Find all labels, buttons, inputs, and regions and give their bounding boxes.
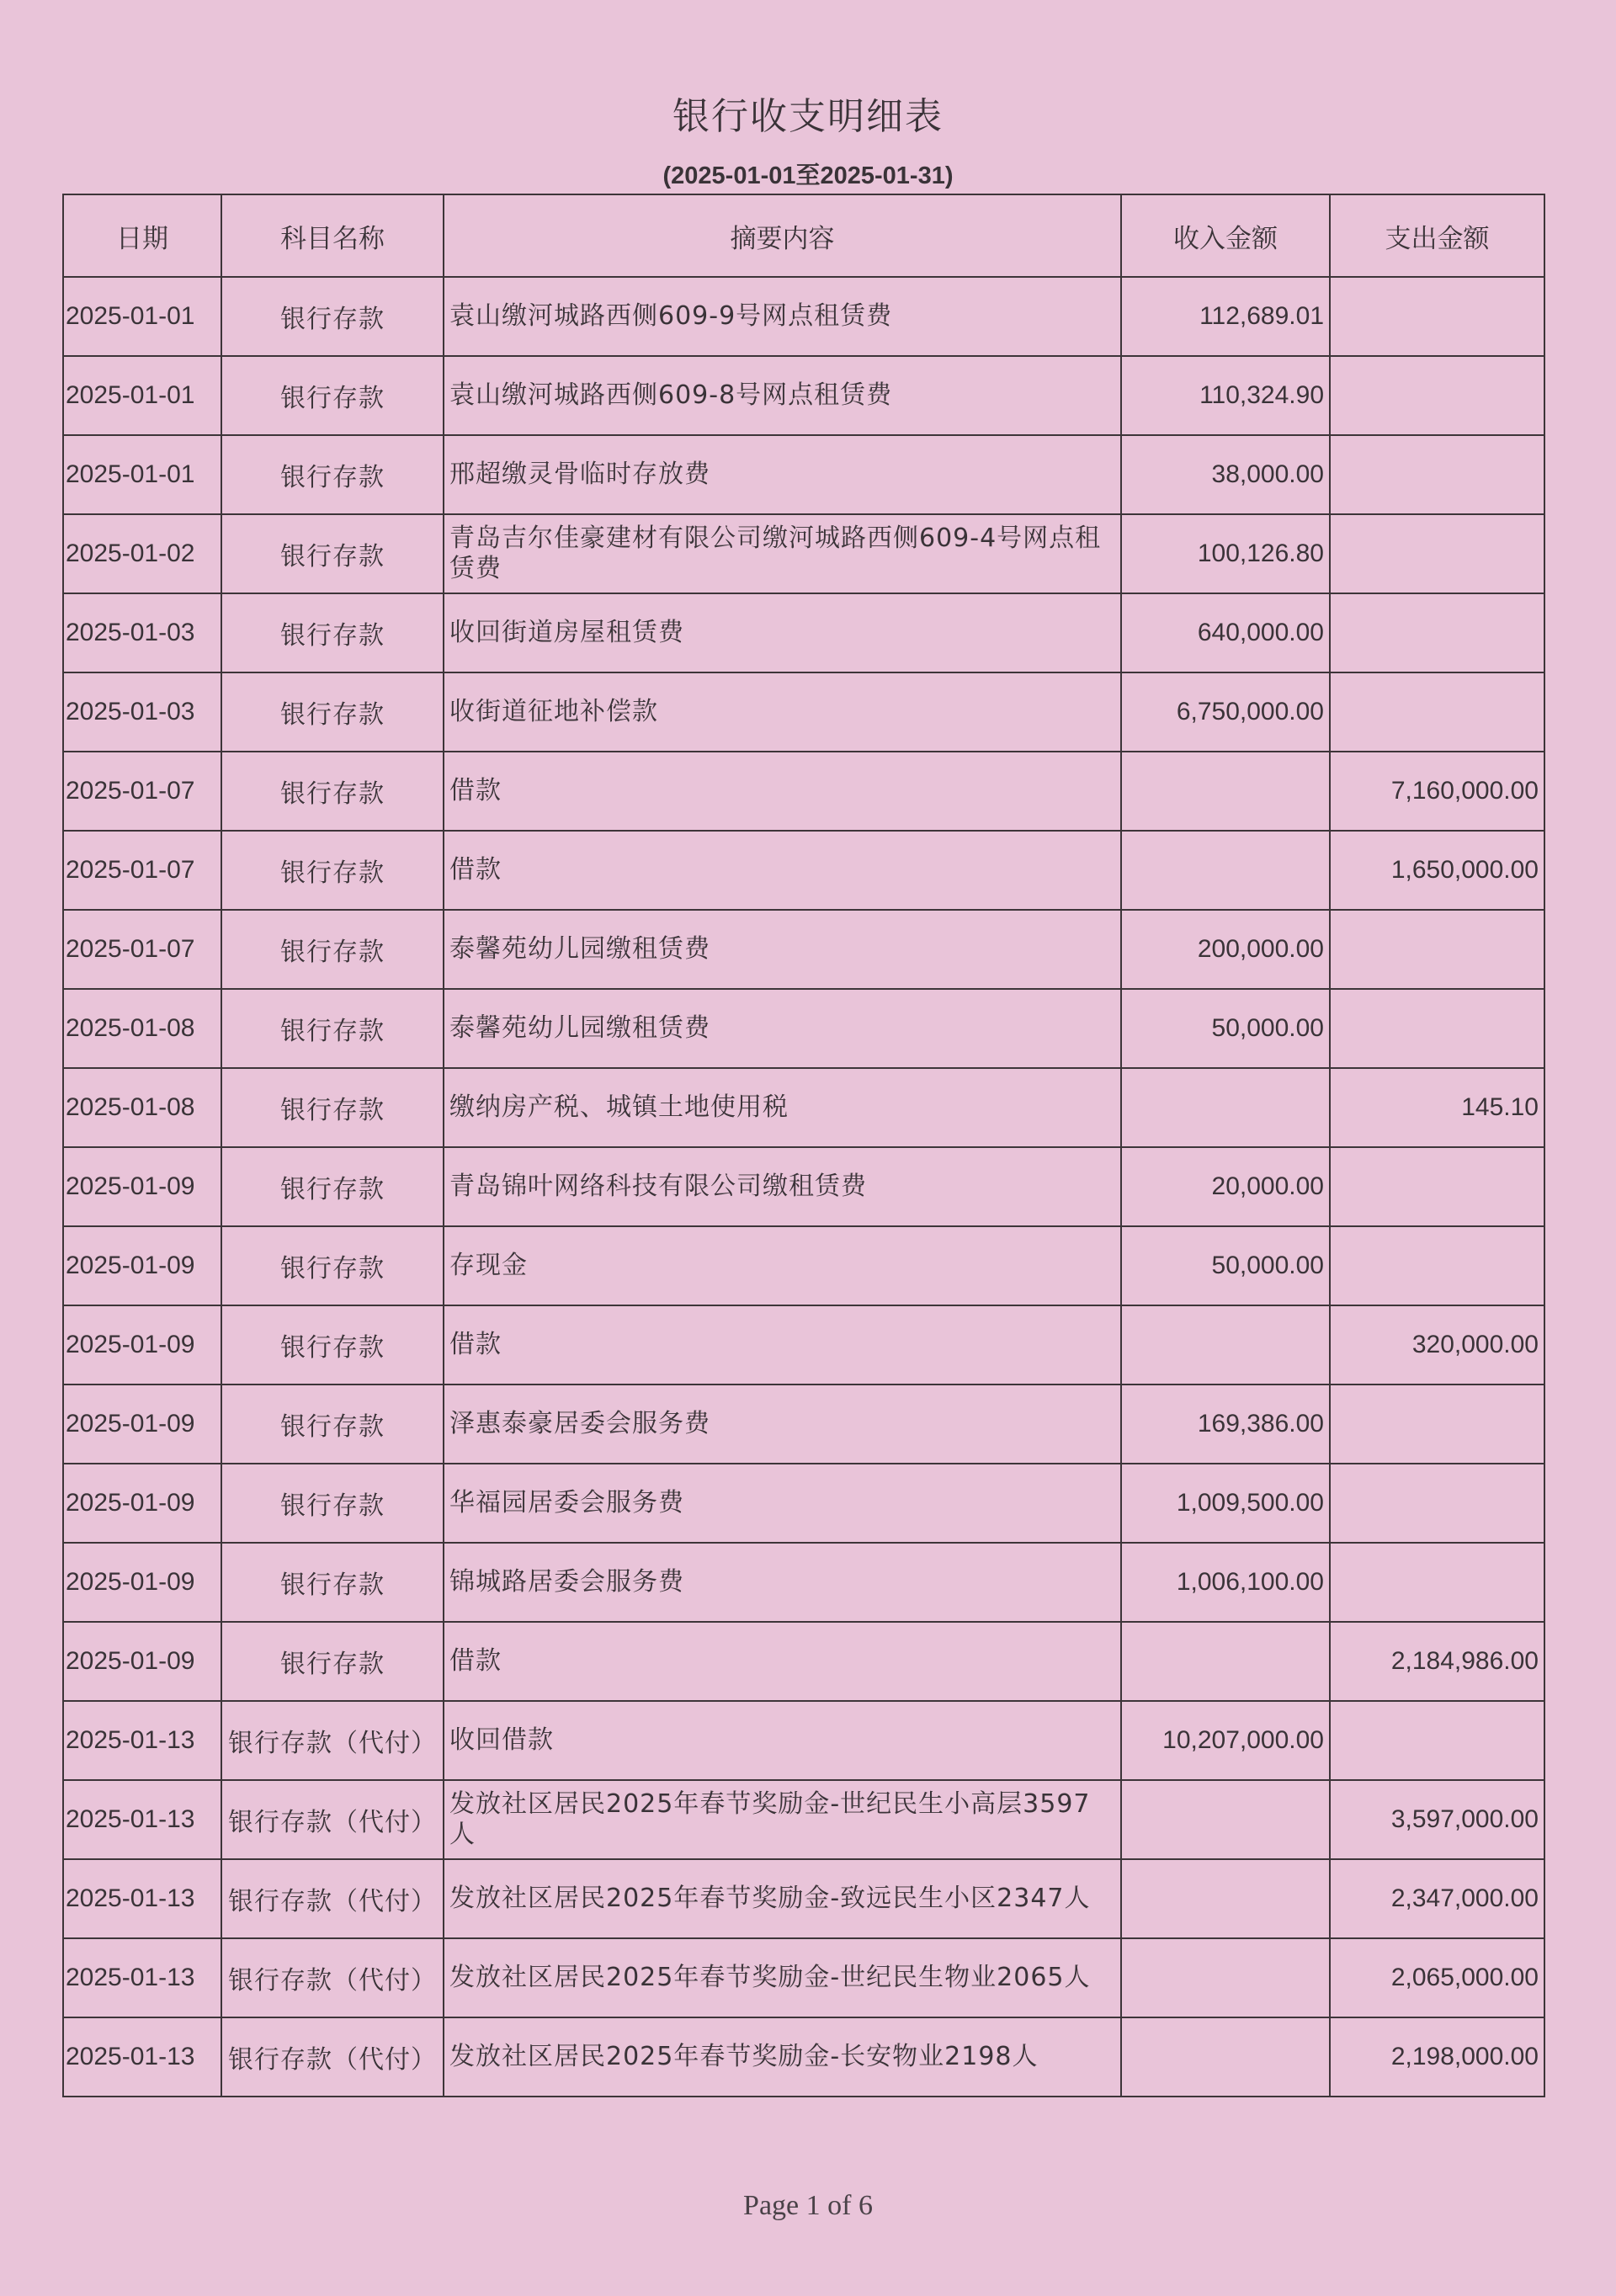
cell-date: 2025-01-08 [63,989,221,1068]
table-row [63,1622,1544,1701]
cell-subject: 银行存款 [221,356,444,435]
table-row [63,2017,1544,2097]
cell-expense: 3,597,000.00 [1330,1780,1544,1859]
cell-date: 2025-01-09 [63,1622,221,1701]
cell-date: 2025-01-13 [63,1938,221,2017]
cell-income: 10,207,000.00 [1121,1701,1330,1780]
cell-expense: 1,650,000.00 [1330,831,1544,910]
table-row [63,1147,1544,1226]
cell-expense: 2,184,986.00 [1330,1622,1544,1701]
cell-date: 2025-01-09 [63,1385,221,1464]
cell-summary: 华福园居委会服务费 [444,1464,1121,1543]
cell-date: 2025-01-09 [63,1543,221,1622]
cell-income: 1,009,500.00 [1121,1464,1330,1543]
cell-summary: 泰馨苑幼儿园缴租赁费 [444,910,1121,989]
cell-income: 50,000.00 [1121,1226,1330,1305]
header-summary: 摘要内容 [444,194,1121,277]
cell-date: 2025-01-13 [63,2017,221,2097]
page-number: Page 1 of 6 [743,2190,873,2221]
cell-expense [1330,1226,1544,1305]
header-income: 收入金额 [1121,194,1330,277]
table-row [63,514,1544,593]
cell-income [1121,1622,1330,1701]
cell-summary: 邢超缴灵骨临时存放费 [444,435,1121,514]
cell-income: 1,006,100.00 [1121,1543,1330,1622]
cell-expense: 2,065,000.00 [1330,1938,1544,2017]
cell-summary: 借款 [444,1622,1121,1701]
table-row [63,1226,1544,1305]
table-row [63,356,1544,435]
cell-expense: 2,347,000.00 [1330,1859,1544,1938]
cell-summary: 发放社区居民2025年春节奖励金-世纪民生物业2065人 [444,1938,1121,2017]
cell-expense [1330,672,1544,752]
cell-summary: 泰馨苑幼儿园缴租赁费 [444,989,1121,1068]
cell-subject: 银行存款（代付） [221,1859,444,1938]
cell-subject: 银行存款（代付） [221,1938,444,2017]
cell-income: 112,689.01 [1121,277,1330,356]
cell-income [1121,752,1330,831]
cell-income [1121,1938,1330,2017]
cell-date: 2025-01-07 [63,831,221,910]
cell-subject: 银行存款 [221,831,444,910]
cell-date: 2025-01-02 [63,514,221,593]
table-body [63,277,1544,2097]
cell-subject: 银行存款（代付） [221,1701,444,1780]
cell-date: 2025-01-13 [63,1780,221,1859]
cell-date: 2025-01-03 [63,672,221,752]
cell-subject: 银行存款 [221,910,444,989]
cell-expense [1330,1701,1544,1780]
table-row [63,989,1544,1068]
table-row [63,1543,1544,1622]
cell-date: 2025-01-01 [63,277,221,356]
cell-date: 2025-01-01 [63,356,221,435]
cell-date: 2025-01-07 [63,910,221,989]
cell-income: 100,126.80 [1121,514,1330,593]
cell-expense [1330,1147,1544,1226]
cell-summary: 借款 [444,831,1121,910]
cell-subject: 银行存款 [221,989,444,1068]
cell-summary: 锦城路居委会服务费 [444,1543,1121,1622]
cell-income [1121,1068,1330,1147]
cell-expense [1330,514,1544,593]
date-range: (2025-01-01至2025-01-31) [662,162,954,189]
cell-expense [1330,1464,1544,1543]
cell-income: 38,000.00 [1121,435,1330,514]
cell-income [1121,831,1330,910]
cell-subject: 银行存款 [221,1147,444,1226]
cell-subject: 银行存款 [221,1385,444,1464]
cell-income: 200,000.00 [1121,910,1330,989]
cell-income: 20,000.00 [1121,1147,1330,1226]
cell-date: 2025-01-13 [63,1859,221,1938]
cell-expense: 2,198,000.00 [1330,2017,1544,2097]
cell-expense [1330,356,1544,435]
cell-subject: 银行存款 [221,752,444,831]
cell-income [1121,2017,1330,2097]
table-row [63,1859,1544,1938]
cell-expense: 320,000.00 [1330,1305,1544,1385]
cell-summary: 发放社区居民2025年春节奖励金-致远民生小区2347人 [444,1859,1121,1938]
cell-summary: 泽惠泰豪居委会服务费 [444,1385,1121,1464]
cell-income: 640,000.00 [1121,593,1330,672]
cell-date: 2025-01-07 [63,752,221,831]
table-row [63,1068,1544,1147]
cell-subject: 银行存款 [221,514,444,593]
table-header-row [63,194,1544,277]
header-date: 日期 [63,194,221,277]
table-row [63,831,1544,910]
cell-expense [1330,1385,1544,1464]
cell-date: 2025-01-09 [63,1226,221,1305]
cell-summary: 发放社区居民2025年春节奖励金-世纪民生小高层3597人 [444,1780,1121,1859]
cell-summary: 青岛锦叶网络科技有限公司缴租赁费 [444,1147,1121,1226]
cell-income: 169,386.00 [1121,1385,1330,1464]
cell-summary: 袁山缴河城路西侧609-8号网点租赁费 [444,356,1121,435]
cell-summary: 袁山缴河城路西侧609-9号网点租赁费 [444,277,1121,356]
cell-summary: 存现金 [444,1226,1121,1305]
cell-summary: 借款 [444,752,1121,831]
cell-summary: 收回街道房屋租赁费 [444,593,1121,672]
cell-expense: 145.10 [1330,1068,1544,1147]
cell-summary: 发放社区居民2025年春节奖励金-长安物业2198人 [444,2017,1121,2097]
cell-subject: 银行存款 [221,672,444,752]
cell-expense [1330,989,1544,1068]
table-row [63,1305,1544,1385]
cell-income: 110,324.90 [1121,356,1330,435]
cell-income: 6,750,000.00 [1121,672,1330,752]
cell-date: 2025-01-01 [63,435,221,514]
cell-income [1121,1859,1330,1938]
cell-date: 2025-01-09 [63,1305,221,1385]
cell-summary: 收回借款 [444,1701,1121,1780]
table-row [63,1701,1544,1780]
table-row [63,910,1544,989]
cell-subject: 银行存款（代付） [221,2017,444,2097]
cell-expense [1330,593,1544,672]
cell-subject: 银行存款 [221,1305,444,1385]
cell-subject: 银行存款 [221,1068,444,1147]
table-row [63,277,1544,356]
cell-date: 2025-01-03 [63,593,221,672]
cell-subject: 银行存款（代付） [221,1780,444,1859]
cell-income [1121,1305,1330,1385]
cell-expense: 7,160,000.00 [1330,752,1544,831]
table-row [63,672,1544,752]
cell-date: 2025-01-09 [63,1147,221,1226]
cell-date: 2025-01-08 [63,1068,221,1147]
cell-income [1121,1780,1330,1859]
header-subject: 科目名称 [221,194,444,277]
cell-expense [1330,435,1544,514]
cell-subject: 银行存款 [221,1543,444,1622]
cell-subject: 银行存款 [221,435,444,514]
cell-subject: 银行存款 [221,593,444,672]
cell-income: 50,000.00 [1121,989,1330,1068]
cell-expense [1330,910,1544,989]
cell-subject: 银行存款 [221,1464,444,1543]
cell-date: 2025-01-13 [63,1701,221,1780]
cell-subject: 银行存款 [221,1622,444,1701]
document-title: 银行收支明细表 [672,95,944,138]
cell-subject: 银行存款 [221,277,444,356]
table-row [63,1385,1544,1464]
table-row [63,1464,1544,1543]
table-row [63,752,1544,831]
cell-summary: 借款 [444,1305,1121,1385]
cell-summary: 青岛吉尔佳豪建材有限公司缴河城路西侧609-4号网点租赁费 [444,514,1121,593]
cell-summary: 缴纳房产税、城镇土地使用税 [444,1068,1121,1147]
cell-expense [1330,1543,1544,1622]
cell-date: 2025-01-09 [63,1464,221,1543]
table-row [63,1780,1544,1859]
cell-subject: 银行存款 [221,1226,444,1305]
table-row [63,593,1544,672]
cell-summary: 收街道征地补偿款 [444,672,1121,752]
table-row [63,1938,1544,2017]
header-expense: 支出金额 [1330,194,1544,277]
ledger-table [62,194,1545,2097]
table-row [63,435,1544,514]
cell-expense [1330,277,1544,356]
